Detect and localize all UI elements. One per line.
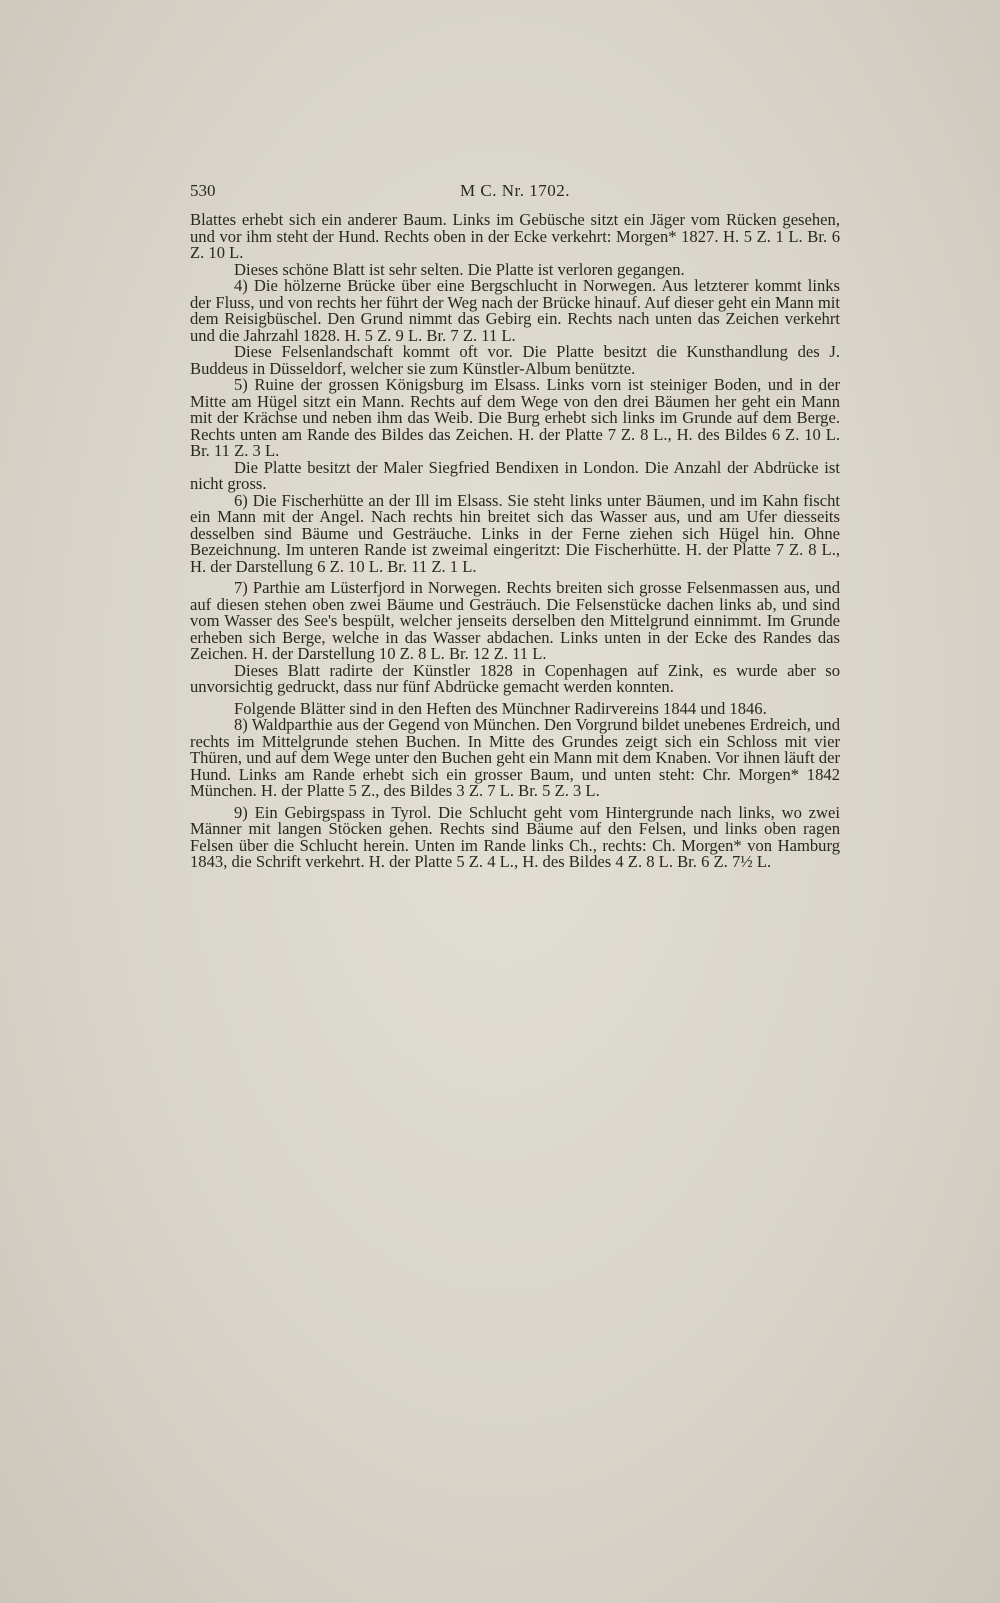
paragraph: Folgende Blätter sind in den Heften des Münchner Radirvereins 1844 und 1846. [234, 698, 767, 718]
paragraph-continuation: Blattes erhebt sich ein anderer Baum. Links im Gebüsche sitzt ein Jäger vom Rücken gesehen, und vor ihm steht der Hund. Rechts oben in der Ecke verkehrt: Morgen* 1827. H. 5 Z. 1 L. Br. 6 Z. 10 L. [190, 210, 840, 262]
body-text [190, 212, 840, 871]
paragraph: Die Platte besitzt der Maler Siegfried Bendixen in London. Die Anzahl der Abdrücke ist nicht gross. [190, 457, 840, 493]
page-number: 530 [190, 181, 216, 200]
catalog-entry-8: 8) Waldparthie aus der Gegend von München. Den Vorgrund bildet unebenes Erdreich, und rechts im Mittelgrunde stehen Buchen. In Mitte des Grundes zeigt sich ein Schloss mit vier Thüren, und auf dem Wege unter den Buchen geht ein Mann mit dem Knaben. Vor ihnen läuft der Hund. Links am Rande erhebt sich ein grosser Baum, und unten steht: Chr. Morgen* 1842 München. H. der Platte 5 Z., des Bildes 3 Z. 7 L. Br. 5 Z. 3 L. [190, 715, 840, 800]
paragraph: Diese Felsenlandschaft kommt oft vor. Die Platte besitzt die Kunsthandlung des J. Buddeus in Düsseldorf, welcher sie zum Künstler-Album benützte. [190, 342, 840, 378]
catalog-entry-6: 6) Die Fischerhütte an der Ill im Elsass. Sie steht links unter Bäumen, und im Kahn fischt ein Mann mit der Angel. Nach rechts hin breitet sich das Wasser aus, und am Ufer diesseits desselben sind Bäume und Gesträuche. Links in der Ferne ziehen sich Hügel hin. Ohne Bezeichnung. Im unteren Rande ist zweimal eingeritzt: Die Fischerhütte. H. der Platte 7 Z. 8 L., H. der Darstellung 6 Z. 10 L. Br. 11 Z. 1 L. [190, 490, 840, 576]
catalog-entry-7: 7) Parthie am Lüsterfjord in Norwegen. Rechts breiten sich grosse Felsenmassen aus, und auf diesen stehen oben zwei Bäume und Gesträuch. Die Felsenstücke dachen links ab, und sind vom Wasser des See's bespült, welcher jenseits derselben den Mittelgrund einnimmt. Im Grunde erheben sich Berge, welche in das Wasser abdachen. Links unten in der Ecke des Randes das Zeichen. H. der Darstellung 10 Z. 8 L. Br. 12 Z. 11 L. [190, 578, 840, 663]
paragraph: Dieses schöne Blatt ist sehr selten. Die Platte ist verloren gegangen. [234, 259, 685, 279]
catalog-entry-5: 5) Ruine der grossen Königsburg im Elsass. Links vorn ist steiniger Boden, und in der Mitte am Hügel sitzt ein Mann. Rechts auf dem Wege von den drei Bäumen her geht ein Mann mit der Krächse und neben ihm das Weib. Die Burg erhebt sich links im Grunde auf dem Berge. Rechts unten am Rande des Bildes das Zeichen. H. der Platte 7 Z. 8 L., H. des Bildes 6 Z. 10 L. Br. 11 Z. 3 L. [190, 375, 840, 460]
paragraph: Dieses Blatt radirte der Künstler 1828 in Copenhagen auf Zink, es wurde aber so unvorsichtig gedruckt, dass nur fünf Abdrücke gemacht werden konnten. [190, 660, 840, 696]
catalog-entry-4: 4) Die hölzerne Brücke über eine Bergschlucht in Norwegen. Aus letzterer kommt links der Fluss, und von rechts her führt der Weg nach der Brücke hinauf. Auf dieser geht ein Mann mit dem Reisigbüschel. Den Grund nimmt das Gebirg ein. Rechts nach unten das Zeichen verkehrt und die Jahrzahl 1828. H. 5 Z. 9 L. Br. 7 Z. 11 L. [190, 276, 840, 345]
catalog-entry-9: 9) Ein Gebirgspass in Tyrol. Die Schlucht geht vom Hintergrunde nach links, wo zwei Männer mit langen Stöcken gehen. Rechts sind Bäume auf den Felsen, und links oben ragen Felsen über die Schlucht herein. Unten im Rande links Ch., rechts: Ch. Morgen* von Hamburg 1843, die Schrift verkehrt. H. der Platte 5 Z. 4 L., H. des Bildes 4 Z. 8 L. Br. 6 Z. 7½ L. [190, 802, 840, 871]
running-title: M C. Nr. 1702. [460, 181, 570, 200]
page-header [190, 181, 840, 205]
